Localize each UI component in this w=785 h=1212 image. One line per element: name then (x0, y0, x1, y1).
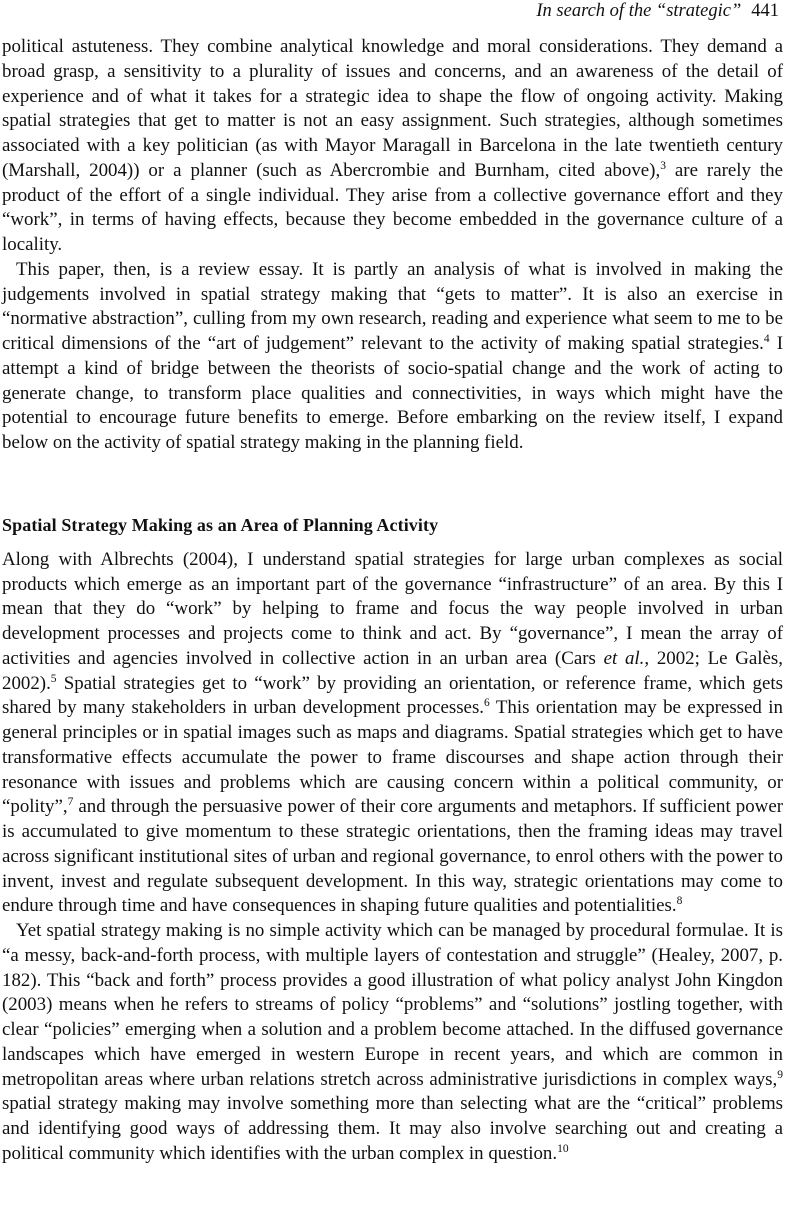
paragraph-review-essay (2, 258, 783, 456)
paragraph-text: are rarely the product of the effort of a single individual. They arise from a collective governance effort and they “work”, in terms of having effects, because they become embedded in the governance culture of a locality. (2, 159, 784, 255)
paragraph-text: and through the persuasive power of their core arguments and metaphors. If sufficient power is accumulated to give momentum to these strategic orientations, then the framing ideas may travel across significant institutional sites of urban and regional governance, to enrol others with the power to invent, invest and regulate subsequent development. In this way, strategic orientations may come to endure through time and have consequences in shaping future qualities and potentialities. (2, 796, 783, 917)
article-body (2, 35, 783, 1167)
paragraph-spatial-strategies (2, 548, 783, 919)
footnote-marker: 10 (557, 1142, 569, 1155)
page-number: 441 (751, 1, 779, 21)
footnote-marker: 4 (763, 333, 770, 345)
footnote-marker: 6 (484, 697, 490, 710)
paragraph-text: Spatial strategies get to “work” by providing an orientation, or reference frame, which gets shared by many stakeholders in urban development processes. (2, 672, 783, 719)
footnote-marker: 3 (660, 159, 666, 172)
citation-et-al: et al. (603, 647, 645, 669)
footnote-marker: 5 (50, 672, 57, 685)
paragraph-text: , 2002; Le Galès, 2002). (2, 647, 784, 694)
paragraph-text: Yet spatial strategy making is no simple activity which can be managed by procedural formulae. It is “a messy, back-and-forth process, with multiple layers of contestation and struggle” (Healey, 2007, p. 182). This “back and forth” process provides a good illustration of what policy analyst John Kingdon (2003) means when he refers to streams of policy “problems” and “solutions” jostling together, with clear “policies” emerging when a solution and a problem become attached. In the diffused governance landscapes which have emerged in western Europe in recent years, and which are common in metropolitan areas where urban relations stretch across administrative jurisdictions in complex ways, (2, 920, 783, 1090)
footnote-marker: 7 (67, 796, 74, 809)
footnote-marker: 9 (777, 1068, 783, 1081)
section-heading: Spatial Strategy Making as an Area of Planning Activity (2, 514, 439, 535)
paragraph-text: I attempt a kind of bridge between the theorists of socio-spatial change and the work of acting to generate change, to transform place qualities and connectivities, in ways which might have the potential to encourage future benefits to emerge. Before embarking on the review itself, I expand below on the activity of spatial strategy making in the planning field. (2, 333, 783, 453)
paragraph-text: This orientation may be expressed in general principles or in spatial images such as maps and diagrams. Spatial strategies which get to have transformative effects accumulate the power to frame discourses and shape action through their resonance with issues and problems which are causing concern within a political community, or “polity”, (2, 697, 783, 818)
paragraph-continuation (2, 35, 783, 258)
footnote-marker: 8 (676, 895, 683, 908)
paragraph-text: spatial strategy making may involve something more than selecting what are the “critical” problems and identifying good ways of addressing them. It may also involve searching out and creating a political community which identifies with the urban complex in question. (2, 1093, 783, 1164)
running-head-title: In search of the “strategic” (536, 1, 742, 21)
running-head (536, 0, 779, 22)
paragraph-text: political astuteness. They combine analytical knowledge and moral considerations. They demand a broad grasp, a sensitivity to a plurality of issues and concerns, and an awareness of the detail of experience and of what it takes for a strategic idea to shape the flow of ongoing activity. Making spatial strategies that get to matter is not an easy assignment. Such strategies, although sometimes associated with a key politician (as with Mayor Maragall in Barcelona in the late twentieth century (Marshall, 2004)) or a planner (such as Abercrombie and Burnham, cited above), (2, 36, 783, 181)
paragraph-messy-process (2, 919, 783, 1167)
paragraph-text: This paper, then, is a review essay. It is partly an analysis of what is involved in making the judgements involved in spatial strategy making that “gets to matter”. It is also an exercise in “normative abstraction”, culling from my own research, reading and experience what seem to me to be critical dimensions of the “art of judgement” relevant to the activity of making spatial strategies. (2, 258, 783, 354)
paragraph-text: Along with Albrechts (2004), I understand spatial strategies for large urban complexes as social products which emerge as an important part of the governance “infrastructure” of an area. By this I mean that they do “work” by helping to frame and focus the way people involved in urban development processes and projects come to think and act. By “governance”, I mean the array of activities and agencies involved in collective action in an urban area (Cars (2, 548, 783, 669)
